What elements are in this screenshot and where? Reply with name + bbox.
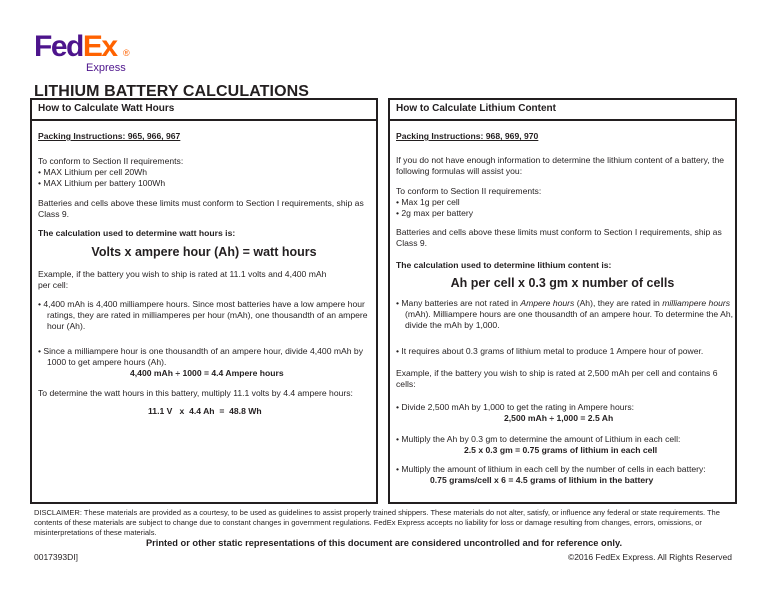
- right-section-intro: To conform to Section II requirements:: [396, 186, 542, 196]
- right-step-cells: • Multiply the amount of lithium in each cell by the number of cells in each battery:: [396, 464, 706, 474]
- left-example: Example, if the battery you wish to ship is rated at 11.1 volts and 4,400 mAh per cell:: [38, 269, 327, 290]
- right-step-multiply-calc: 2.5 x 0.3 gm = 0.75 grams of lithium in each cell: [464, 445, 658, 455]
- watt-hours-panel: [30, 98, 378, 504]
- right-bullet-rating-b: Ampere hours: [520, 298, 575, 308]
- left-req-cell: • MAX Lithium per cell 20Wh: [38, 167, 148, 177]
- left-bullet-mah: • 4,400 mAh is 4,400 milliampere hours. Since most batteries have a low ampere hour ratings, they are rated in milliamperes per hour (mAh), one thousandth of an ampere hour (Ah).: [38, 299, 368, 331]
- left-above-limits: Batteries and cells above these limits must conform to Section I requirements, ship as Class 9.: [38, 198, 364, 219]
- disclaimer: DISCLAIMER: These materials are provided as a courtesy, to be used as guidelines to assist properly trained shippers. These materials do not alter, satisfy, or influence any federal or state requirements. The contents of these materials are subject to change due to constant changes in government regulations. FedEx Express accepts no liability for loss or damage resulting from changes, errors, omissions, or misinterpretations of these materials.: [34, 508, 720, 537]
- watt-hours-formula: Volts x ampere hour (Ah) = watt hours: [91, 245, 317, 259]
- right-step-divide-calc: 2,500 mAh ÷ 1,000 = 2.5 Ah: [504, 413, 614, 423]
- watt-hours-header: [32, 100, 376, 121]
- right-info: If you do not have enough information to determine the lithium content of a battery, the following formulas will assist you:: [396, 155, 725, 176]
- logo-ex: Ex: [82, 30, 117, 63]
- logo-registered-mark: ®: [123, 48, 130, 58]
- lithium-content-header-text: How to Calculate Lithium Content: [396, 103, 556, 114]
- left-packing-instructions: Packing Instructions: 965, 966, 967: [38, 131, 181, 141]
- document-code: 0017393DI]: [34, 552, 78, 562]
- fedex-logo: [34, 30, 144, 76]
- lithium-formula: Ah per cell x 0.3 gm x number of cells: [450, 276, 675, 290]
- right-packing-instructions: Packing Instructions: 968, 969, 970: [396, 131, 539, 141]
- left-calc-label: The calculation used to determine watt hours is:: [38, 228, 236, 238]
- watt-hours-result: 11.1 V x 4.4 Ah = 48.8 Wh: [148, 406, 262, 416]
- right-step-cells-calc: 0.75 grams/cell x 6 = 4.5 grams of lithium in the battery: [430, 475, 654, 485]
- left-bullet-divide-calc: 4,400 mAh ÷ 1000 = 4.4 Ampere hours: [130, 368, 284, 378]
- right-bullet-lithium: • It requires about 0.3 grams of lithium metal to produce 1 Ampere hour of power.: [396, 346, 704, 356]
- right-example: Example, if the battery you wish to ship is rated at 2,500 mAh per cell and contains 6 cells:: [396, 368, 718, 389]
- right-req-cell: • Max 1g per cell: [396, 197, 460, 207]
- right-req-battery: • 2g max per battery: [396, 208, 474, 218]
- left-section-intro: To conform to Section II requirements:: [38, 156, 184, 166]
- right-bullet-rating: [396, 298, 739, 331]
- lithium-content-panel: [388, 98, 737, 504]
- lithium-content-header: [390, 100, 735, 121]
- watt-hours-header-text: How to Calculate Watt Hours: [38, 103, 175, 114]
- right-bullet-rating-e: (mAh). Milliampere hours are one thousandth of an ampere hour. To determine the Ah, divide the mAh by 1,000.: [405, 309, 734, 330]
- right-step-multiply: • Multiply the Ah by 0.3 gm to determine the amount of Lithium in each cell:: [396, 434, 681, 444]
- right-bullet-rating-c: (Ah), they are rated in: [574, 298, 663, 308]
- left-determine: To determine the watt hours in this battery, multiply 11.1 volts by 4.4 ampere hours:: [38, 388, 353, 398]
- right-above-limits: Batteries and cells above these limits must conform to Section I requirements, ship as Class 9.: [396, 227, 722, 248]
- right-bullet-rating-a: • Many batteries are not rated in: [396, 298, 521, 308]
- right-step-divide: • Divide 2,500 mAh by 1,000 to get the rating in Ampere hours:: [396, 402, 635, 412]
- right-calc-label: The calculation used to determine lithium content is:: [396, 260, 612, 270]
- uncontrolled-notice: Printed or other static representations of this document are considered uncontrolled and for reference only.: [145, 538, 623, 548]
- page-title: LITHIUM BATTERY CALCULATIONS: [34, 83, 310, 100]
- right-bullet-rating-d: milliampere hours: [662, 298, 731, 308]
- left-bullet-divide: • Since a milliampere hour is one thousandth of an ampere hour, divide 4,400 mAh by 1000 to get ampere hours (Ah).: [38, 346, 363, 367]
- copyright: ©2016 FedEx Express. All Rights Reserved: [567, 552, 732, 562]
- logo-express: Express: [86, 62, 126, 74]
- logo-fed: Fed: [34, 30, 83, 63]
- left-req-battery: • MAX Lithium per battery 100Wh: [38, 178, 166, 188]
